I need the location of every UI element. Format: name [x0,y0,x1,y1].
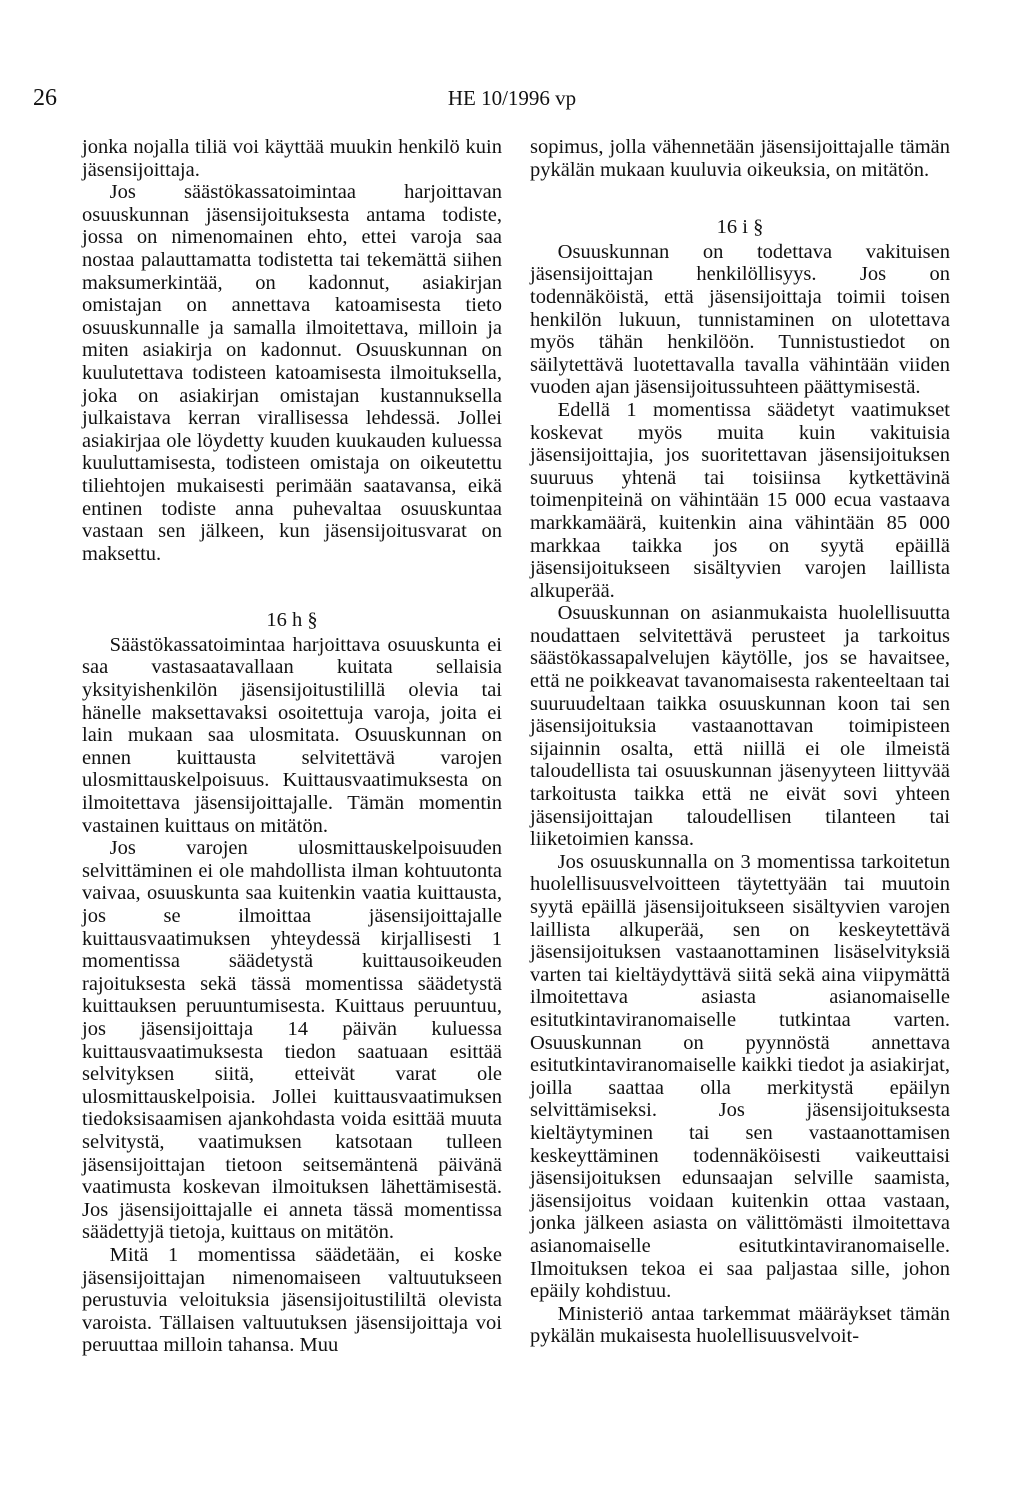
paragraph: Jos osuuskunnalla on 3 momentissa tarkoitetun huolellisuusvelvoitteen täytettyään tai muutoin syytä epäillä jäsensijoitukseen sisältyvien varojen laillista alkuperää, sen on keskeytettävä jäsensijoituksen vastaanottaminen lisäselvityksiä varten tai kieltäydyttävä siitä sekä aina viipymättä ilmoitettava asiasta asianomaiselle esitutkintaviranomaiselle tutkintaa varten. Osuuskunnan on pyynnöstä annettava esitutkintaviranomaiselle kaikki tiedot ja asiakirjat, joilla saattaa olla merkitystä epäilyn selvittämiseksi. Jos jäsensijoituksesta kieltäytyminen tai sen vastaanottamisen keskeyttäminen todennäköisesti vaikeuttaisi jäsensijoituksen edunsaajan selville saamista, jäsensijoitus voidaan kuitenkin ottaa vastaan, jonka jälkeen asiasta on välittömästi ilmoitettava asianomaiselle esitutkintaviranomaiselle. Ilmoituksen tekoa ei saa paljastaa sille, johon epäily kohdistuu. [530,850,950,1303]
paragraph: Osuuskunnan on asianmukaista huolellisuutta noudattaen selvitettävä perusteet ja tarkoitus säästökassapalvelujen käytölle, jos se havaitsee, että ne poikkeavat tavanomaisesta rakenteeltaan tai suuruudeltaan taikka osuuskunnan koon tai sen jäsensijoituksia vastaanottavan toimipisteen sijainnin osalta, että niillä ei ole ilmeistä taloudellista tai osuuskunnan jäsenyyteen liittyvää tarkoitusta taikka että ne eivät sovi yhteen jäsensijoittajan taloudellisen tilanteen tai liiketoimien kanssa. [530,602,950,851]
running-head: HE 10/1996 vp [447,86,577,110]
paragraph: Jos varojen ulosmittauskelpoisuuden selvittäminen ei ole mahdollista ilman kohtuutonta vaivaa, osuuskunta saa kuitenkin vaatia kuittausta, jos se ilmoittaa jäsensijoittajalle kuittausvaatimuksen yhteydessä kirjallisesti 1 momentissa säädetystä kuittausoikeuden rajoituksesta sekä tässä momentissa säädetystä kuittauksen peruuntumisesta. Kuittaus peruuntuu, jos jäsensijoittaja 14 päivän kuluessa kuittausvaatimuksesta tiedon saatuaan esittää selvityksen siitä, etteivät varat ole ulosmittauskelpoisia. Jollei kuittausvaatimuksen tiedoksisaamisen ajankohdasta voida esittää muuta selvitystä, vaatimuksen katsotaan tulleen jäsensijoittajan tietoon seitsemäntenä päivänä vaatimusta koskevan ilmoituksen lähettämisestä. Jos jäsensijoittajalle ei anneta tässä momentissa säädettyjä tietoja, kuittaus on mitätön. [82,837,502,1244]
paragraph: Osuuskunnan on todettava vakituisen jäsensijoittajan henkilöllisyys. Jos on todennäköistä, että jäsensijoittaja toimii toisen henkilön lukuun, tunnistaminen on ulotettava myös tähän henkilöön. Tunnistustiedot on säilytettävä luotettavalla tavalla vähintään viiden vuoden ajan jäsensijoitussuhteen päättymisestä. [530,240,950,399]
page-number: 26 [33,85,57,111]
left-column [82,136,502,1357]
section-heading-16h: 16 h § [266,609,318,632]
paragraph: Mitä 1 momentissa säädetään, ei koske jäsensijoittajan nimenomaiseen valtuutukseen perustuvia veloituksia jäsensijoitustililtä olevista varoista. Tällaisen valtuutuksen jäsensijoittaja voi peruuttaa milloin tahansa. Muu [82,1243,502,1357]
paragraph: jonka nojalla tiliä voi käyttää muukin henkilö kuin jäsensijoittaja. [82,136,502,181]
paragraph: Ministeriö antaa tarkemmat määräykset tämän pykälän mukaisesta huolellisuusvelvoit- [530,1302,950,1348]
paragraph: Jos säästökassatoimintaa harjoittavan osuuskunnan jäsensijoituksesta antama todiste, jossa on nimenomainen ehto, ettei varoja saa nostaa palauttamatta todistetta tai tekemättä siihen maksumerkintää, on kadonnut, asiakirjan omistajan on annettava katoamisesta tieto osuuskunnalle ja samalla ilmoitettava, milloin ja miten asiakirja on kadonnut. Osuuskunnan on kuulutettava todisteen katoamisesta ilmoituksella, joka on asiakirjan omistajan kustannuksella julkaistava kerran virallisessa lehdessä. Jollei asiakirjaa ole löydetty kuuden kuukauden kuluessa kuuluttamisesta, todisteen omistaja on oikeutettu tiliehtojen mukaisesti perimään saatavansa, eikä entinen todiste anna puhevaltaa osuuskuntaa vastaan sen jälkeen, kun jäsensijoitusvarat on maksettu. [82,181,502,565]
right-column [530,136,950,1348]
paragraph: sopimus, jolla vähennetään jäsensijoittajalle tämän pykälän mukaan kuuluvia oikeuksia, on mitätön. [530,136,950,181]
paragraph: Säästökassatoimintaa harjoittava osuuskunta ei saa vastasaatavallaan kuitata sellaisia yksityishenkilön jäsensijoitustilillä olevia tai hänelle maksettavaksi osoitettuja varoja, joita ei lain mukaan saa ulosmitata. Osuuskunnan on ennen kuittausta selvitettävä varojen ulosmittauskelpoisuus. Kuittausvaatimuksesta on ilmoitettava jäsensijoittajalle. Tämän momentin vastainen kuittaus on mitätön. [82,633,502,837]
paragraph: Edellä 1 momentissa säädetyt vaatimukset koskevat myös muita kuin vakituisia jäsensijoittajia, jos suoritettavan jäsensijoituksen suuruus yhtenä tai toisiinsa kytkettävinä toimenpiteinä on vähintään 15 000 ecua vastaava markkamäärä, kuitenkin aina vähintään 85 000 markkaa taikka jos on syytä epäillä jäsensijoitukseen sisältyvien varojen laillista alkuperää. [530,398,950,602]
section-heading-16i: 16 i § [716,216,764,239]
